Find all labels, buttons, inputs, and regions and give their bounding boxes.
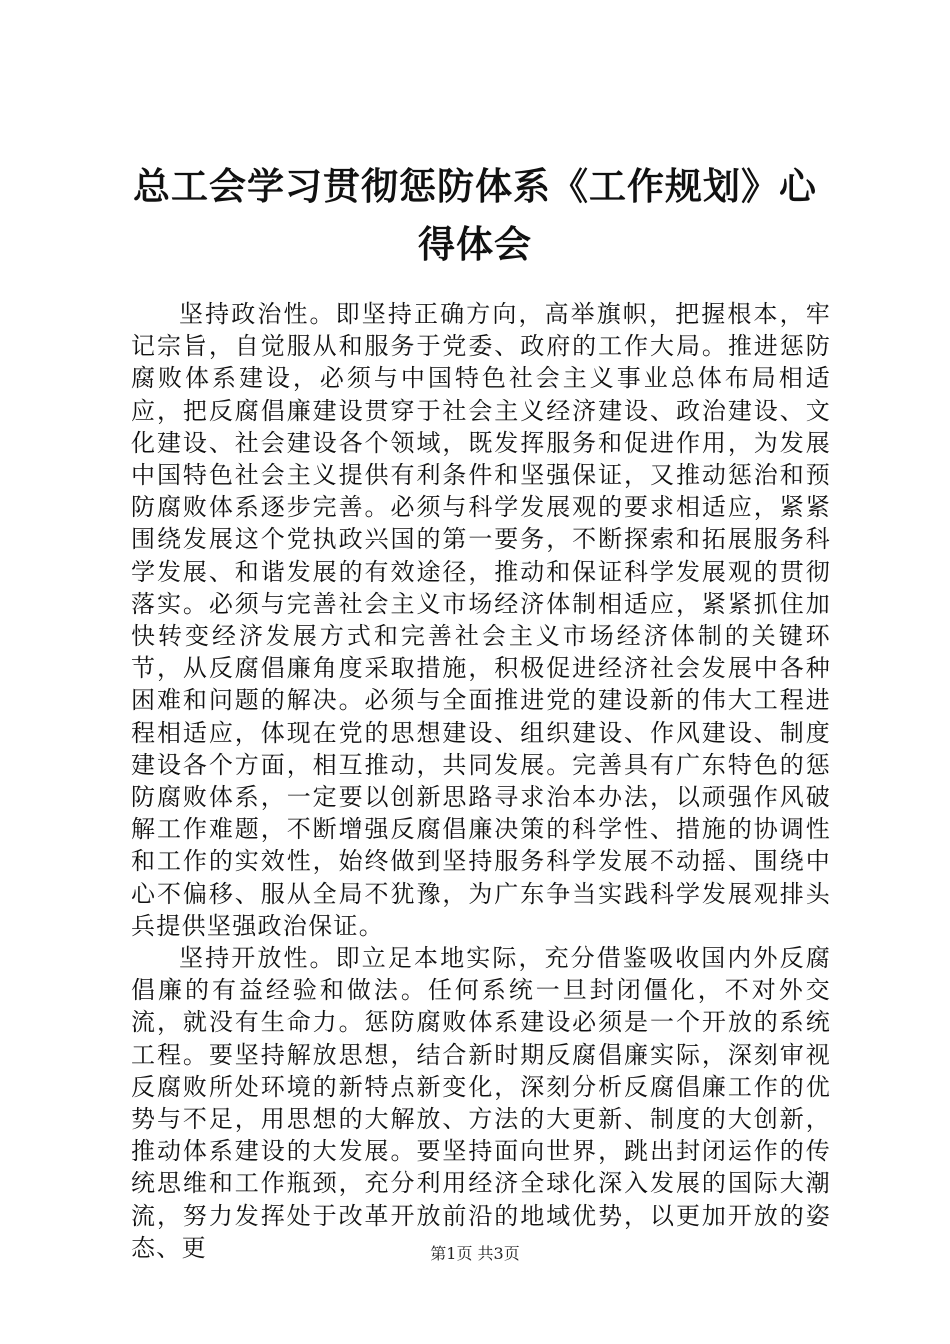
document-body xyxy=(131,298,831,1264)
paragraph-political: 坚持政治性。即坚持正确方向，高举旗帜，把握根本，牢记宗旨，自觉服从和服务于党委、政府的工作大局。推进惩防腐败体系建设，必须与中国特色社会主义事业总体布局相适应，把反腐倡廉建设贯穿于社会主义经济建设、政治建设、文化建设、社会建设各个领域，既发挥服务和促进作用，为发展中国特色社会主义提供有利条件和坚强保证，又推动惩治和预防腐败体系逐步完善。必须与科学发展观的要求相适应，紧紧围绕发展这个党执政兴国的第一要务，不断探索和拓展服务科学发展、和谐发展的有效途径，推动和保证科学发展观的贯彻落实。必须与完善社会主义市场经济体制相适应，紧紧抓住加快转变经济发展方式和完善社会主义市场经济体制的关键环节，从反腐倡廉角度采取措施，积极促进经济社会发展中各种困难和问题的解决。必须与全面推进党的建设新的伟大工程进程相适应，体现在党的思想建设、组织建设、作风建设、制度建设各个方面，相互推动，共同发展。完善具有广东特色的惩防腐败体系，一定要以创新思路寻求治本办法，以顽强作风破解工作难题，不断增强反腐倡廉决策的科学性、措施的协调性和工作的实效性，始终做到坚持服务科学发展不动摇、围绕中心不偏移、服从全局不犹豫，为广东争当实践科学发展观排头兵提供坚强政治保证。 xyxy=(131,300,831,940)
page-number: 第1页 xyxy=(430,1244,473,1263)
paragraph-openness: 坚持开放性。即立足本地实际，充分借鉴吸收国内外反腐倡廉的有益经验和做法。任何系统一旦封闭僵化，不对外交流，就没有生命力。惩防腐败体系建设必须是一个开放的系统工程。要坚持解放思想，结合新时期反腐倡廉实际，深刻审视反腐败所处环境的新特点新变化，深刻分析反腐倡廉工作的优势与不足，用思想的大解放、方法的大更新、制度的大创新，推动体系建设的大发展。要坚持面向世界，跳出封闭运作的传统思维和工作瓶颈，充分利用经济全球化深入发展的国际大潮流，努力发挥处于改革开放前沿的地域优势，以更加开放的姿态、更 xyxy=(131,944,831,1262)
page-total: 共3页 xyxy=(477,1244,520,1263)
page-footer xyxy=(0,1244,950,1264)
document-title: 总工会学习贯彻惩防体系《工作规划》心得体会 xyxy=(133,165,817,266)
